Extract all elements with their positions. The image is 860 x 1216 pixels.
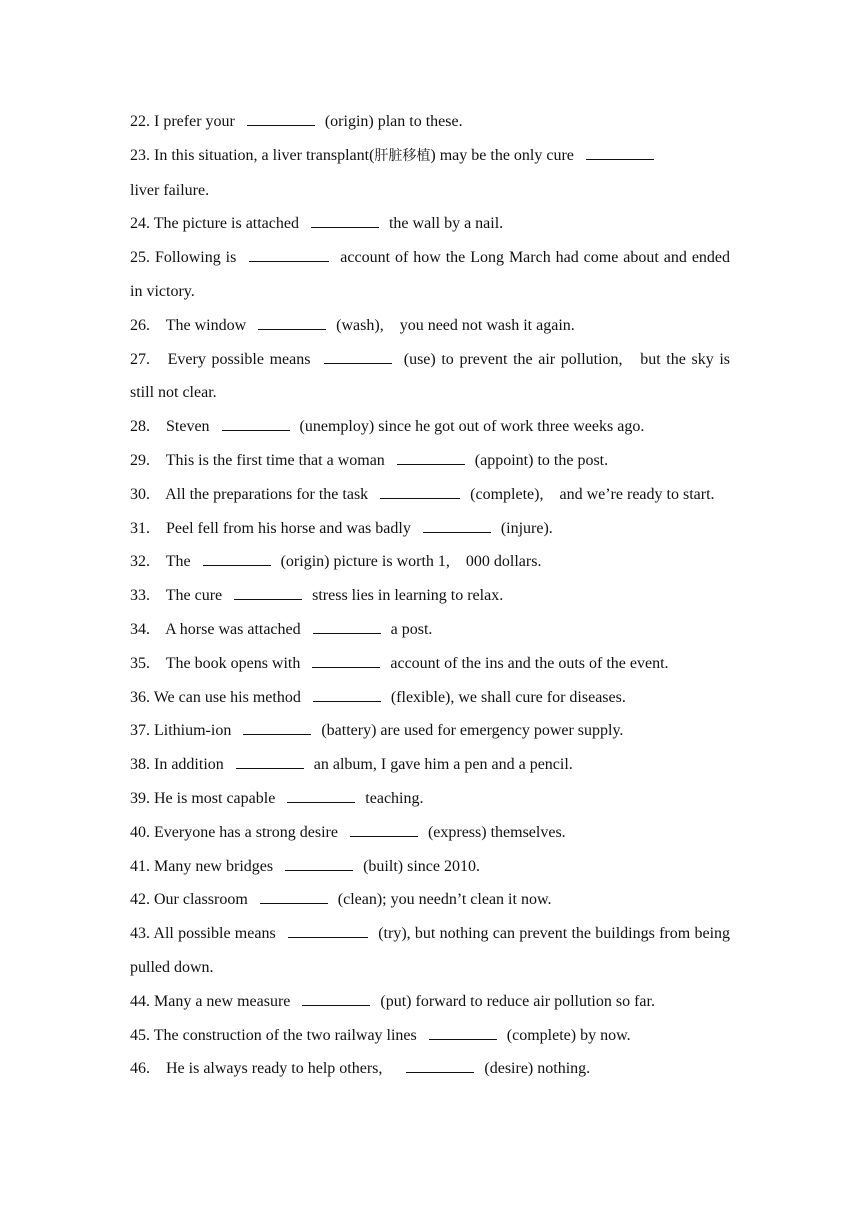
question-number: 29. [130,451,150,469]
answer-blank[interactable] [313,688,381,702]
question-text: The picture is attached [153,215,299,233]
question-text: a post. [390,620,433,638]
question-37 [130,714,730,748]
question-text: A horse was attached [165,620,301,638]
question-text: (flexible), we shall cure for diseases. [390,688,626,706]
question-text: In this situation, a liver transplant( [154,146,375,164]
answer-blank[interactable] [288,924,368,938]
question-number: 23. [130,146,150,164]
question-44 [130,985,730,1019]
question-35 [130,647,730,681]
question-number: 22. [130,113,150,130]
question-text: ) may be the only cure [430,146,574,164]
question-text: Steven [166,418,210,436]
question-number: 38. [130,756,150,774]
question-text: Many a new measure [154,992,291,1010]
question-number: 43. [130,925,150,943]
question-number: 40. [130,823,150,841]
answer-blank[interactable] [236,755,304,769]
question-text: (unemploy) since he got out of work three weeks ago. [299,418,645,436]
question-text: 000 dollars. [465,553,542,571]
question-41 [130,850,730,884]
question-33 [130,579,730,613]
question-32 [130,545,730,579]
answer-blank[interactable] [423,519,491,533]
question-text: account of how the Long March had come about and ended in victory. [130,249,731,300]
question-number: 31. [130,519,150,537]
question-number: 46. [130,1060,150,1078]
answer-blank[interactable] [397,451,465,465]
question-text: stress lies in learning to relax. [312,587,504,605]
question-text: (injure). [500,519,553,537]
question-number: 39. [130,789,150,807]
answer-blank[interactable] [260,890,328,904]
question-text: and we’re ready to start. [559,485,715,503]
question-number: 44. [130,992,150,1010]
question-text: We can use his method [153,688,301,706]
question-text: (wash), [336,316,384,334]
question-text: (built) since 2010. [363,857,480,875]
question-28 [130,410,730,444]
question-text: the wall by a nail. [388,215,504,233]
question-text: (express) themselves. [427,823,566,841]
question-text: All the preparations for the task [165,485,369,503]
question-24 [130,207,730,241]
question-25 [130,241,730,309]
question-number: 33. [130,587,150,605]
question-42 [130,883,730,917]
question-text: (put) forward to reduce air pollution so far. [380,992,655,1010]
question-22 [130,105,730,139]
answer-blank[interactable] [247,112,315,126]
question-number: 32. [130,553,150,571]
question-text: (complete) by now. [506,1026,631,1044]
question-text: Peel fell from his horse and was badly [166,519,411,537]
question-text: Following is [154,249,237,267]
question-text: All possible means [153,925,276,943]
question-number: 24. [130,215,150,233]
answer-blank[interactable] [285,857,353,871]
answer-blank[interactable] [311,214,379,228]
question-text: The window [165,316,247,334]
question-list [130,105,730,1086]
question-text: (appoint) to the post. [474,451,609,469]
question-40 [130,816,730,850]
question-39 [130,782,730,816]
question-text: liver failure. [130,181,210,199]
question-number: 36. [130,688,150,706]
answer-blank[interactable] [287,789,355,803]
question-text: The book opens with [165,654,301,672]
question-43 [130,917,730,985]
answer-blank[interactable] [234,586,302,600]
question-text: In addition [154,756,224,774]
answer-blank[interactable] [406,1059,474,1073]
question-36 [130,681,730,715]
answer-blank[interactable] [586,146,654,160]
question-number: 27. [130,350,150,368]
question-text: (battery) are used for emergency power supply. [321,722,624,740]
question-text: (complete), [470,485,544,503]
question-text: I prefer your [154,113,235,130]
question-text: (try), but nothing can prevent the buildings from being pulled down. [130,925,731,976]
answer-blank[interactable] [243,721,311,735]
question-number: 35. [130,654,150,672]
question-34 [130,613,730,647]
question-number: 26. [130,316,150,334]
question-text: (origin) picture is worth 1, [280,553,450,571]
question-29 [130,444,730,478]
question-text: account of the ins and the outs of the event. [390,654,669,672]
answer-blank[interactable] [222,417,290,431]
question-text: but the sky is still not clear. [130,350,730,402]
question-text: Everyone has a strong desire [154,823,338,841]
question-text: He is most capable [154,789,276,807]
answer-blank[interactable] [302,992,370,1006]
answer-blank[interactable] [350,823,418,837]
question-number: 25. [130,249,150,267]
question-text: Many new bridges [154,857,274,875]
answer-blank[interactable] [429,1026,497,1040]
question-text: Our classroom [154,891,248,909]
answer-blank[interactable] [380,485,460,499]
answer-blank[interactable] [324,350,392,364]
question-26 [130,309,730,343]
question-number: 41. [130,857,150,875]
answer-blank[interactable] [249,248,329,262]
question-text: (desire) nothing. [484,1060,591,1078]
question-38 [130,748,730,782]
question-31 [130,512,730,546]
question-number: 37. [130,722,150,740]
question-text: The [165,553,191,571]
question-number: 42. [130,891,150,909]
question-text: This is the first time that a woman [165,451,385,469]
answer-blank[interactable] [313,620,381,634]
question-27 [130,343,730,411]
question-text: He is always ready to help others, [166,1060,383,1078]
question-45 [130,1019,730,1053]
question-text: The construction of the two railway lines [153,1026,417,1044]
chinese-gloss: 肝脏移植 [374,147,431,164]
question-number: 34. [130,620,150,638]
question-text: Every possible means [167,350,311,368]
question-number: 45. [130,1026,150,1044]
answer-blank[interactable] [312,654,380,668]
question-text: (use) to prevent the air pollution, [403,350,623,368]
question-text: (clean); you needn’t clean it now. [337,891,552,909]
answer-blank[interactable] [258,316,326,330]
question-46 [130,1052,730,1086]
question-text: (origin) plan to these. [324,113,463,130]
question-text: teaching. [365,789,424,807]
question-23 [130,139,730,208]
question-number: 30. [130,485,150,503]
answer-blank[interactable] [203,552,271,566]
question-text: you need not wash it again. [399,316,575,334]
question-text: an album, I gave him a pen and a pencil. [313,756,573,774]
question-30 [130,478,730,512]
question-number: 28. [130,418,150,436]
question-text: The cure [165,587,223,605]
question-text: Lithium-ion [154,722,232,740]
